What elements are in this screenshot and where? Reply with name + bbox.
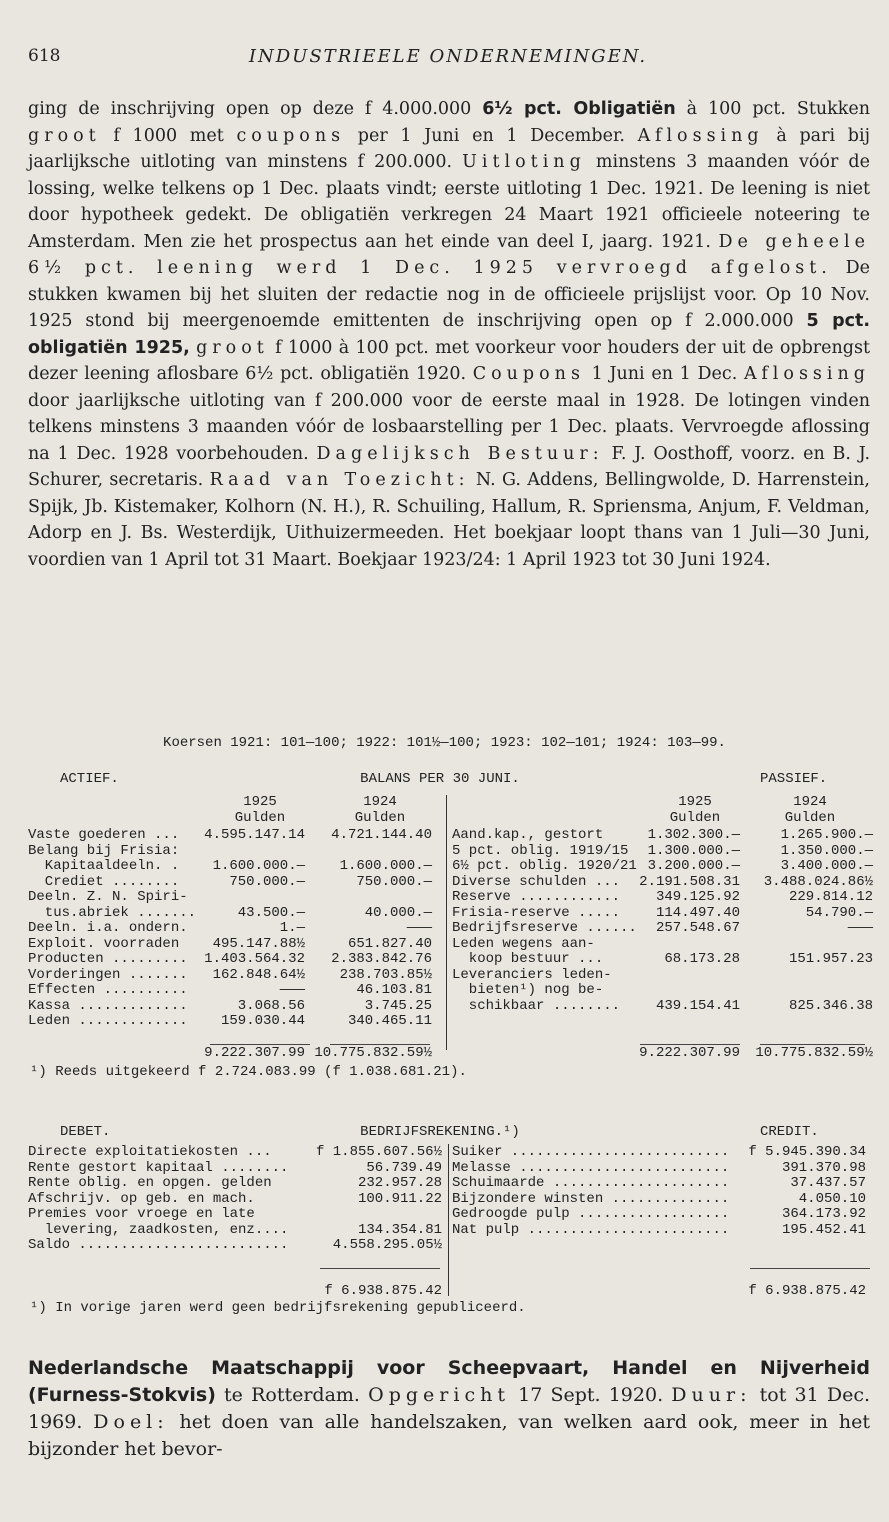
year-1924: 1924 xyxy=(363,794,397,810)
balans-title: BALANS PER 30 JUNI. xyxy=(360,771,520,787)
row-label: Aand.kap., gestort xyxy=(452,828,604,843)
sum-rule xyxy=(320,1268,440,1269)
row-label: Effecten .......... xyxy=(28,983,188,998)
row-value: 3.400.000.— xyxy=(780,858,873,874)
total-actief-1924: 10.775.832.59½ xyxy=(314,1045,432,1061)
row-label: tus.abriek ....... xyxy=(28,905,197,921)
row-value: 4.595.147.14 xyxy=(204,827,305,843)
row-label: Leveranciers leden- xyxy=(452,967,612,983)
row-value: 825.346.38 xyxy=(788,997,873,1014)
row-label: Belang bij Frisia: xyxy=(28,843,180,859)
text-bold: 6½ pct. Obligatiën xyxy=(482,99,676,119)
text-spaced: Uitloting xyxy=(462,152,586,172)
row-value: 238.703.85½ xyxy=(339,966,432,983)
row-label: Deeln. Z. N. Spiri- xyxy=(28,890,188,905)
row-label: Deeln. i.a. ondern. xyxy=(28,921,188,936)
row-label: Kapitaaldeeln. . xyxy=(28,859,180,874)
row-label: Producten ......... xyxy=(28,952,188,967)
row-value: 1.403.564.32 xyxy=(204,951,305,967)
text-spaced: Duur: xyxy=(671,1384,752,1406)
text-spaced: Aflossing xyxy=(637,125,764,146)
row-label: Leden ............. xyxy=(28,1014,188,1029)
unit-gulden: Gulden xyxy=(669,810,721,826)
total-passief-1924: 10.775.832.59½ xyxy=(755,1045,873,1061)
row-label: Vaste goederen ... xyxy=(28,828,180,843)
row-label: Frisia-reserve ..... xyxy=(452,905,621,921)
row-label: Vorderingen ....... xyxy=(28,967,188,983)
column-divider xyxy=(446,795,447,1050)
row-value: 3.200.000.— xyxy=(647,858,740,874)
row-value: f 5.945.390.34 xyxy=(748,1144,866,1160)
text-spaced: coupons xyxy=(236,125,346,146)
row-value: 1.600.000.— xyxy=(339,858,432,874)
unit-gulden: Gulden xyxy=(354,810,406,826)
sum-rule xyxy=(750,1268,870,1269)
text: f 1000 à 100 pct. met voorkeur voor houders der uit de opbrengst dezer leening aflosbare 6½ pct. obligatiën 1920. xyxy=(28,337,870,384)
row-value: 37.437.57 xyxy=(790,1175,866,1191)
row-label: Diverse schulden ... xyxy=(452,874,621,890)
row-value: 750.000.— xyxy=(356,873,432,890)
text-spaced: Coupons xyxy=(472,364,585,384)
row-label: Suiker .......................... xyxy=(452,1145,730,1160)
row-label: levering, zaadkosten, enz.... xyxy=(28,1222,289,1238)
row-label: Afschrijv. op geb. en mach. xyxy=(28,1191,255,1207)
text-spaced: Dagelijksch Bestuur: xyxy=(316,443,604,464)
row-label: Rente oblig. en opgen. gelden xyxy=(28,1176,272,1191)
row-label: schikbaar ........ xyxy=(452,998,621,1014)
text-spaced: De geheele 6½ pct. leening werd 1 Dec. 1925 vervroegd afgelost. xyxy=(28,231,870,278)
passief-title: PASSIEF. xyxy=(760,771,828,787)
row-value: 114.497.40 xyxy=(655,904,740,921)
koersen-line: Koersen 1921: 101—100; 1922: 101½—100; 1923: 102—101; 1924: 103—99. xyxy=(163,735,726,751)
total-debet: f 6.938.875.42 xyxy=(324,1283,442,1299)
text: het doen van alle handelszaken, van welken aard ook, meer in het bijzonder het bevor- xyxy=(28,1411,870,1460)
row-value: f 1.855.607.56½ xyxy=(315,1144,442,1160)
text-spaced: Doel: xyxy=(93,1411,169,1433)
row-label: bieten¹) nog be- xyxy=(452,983,604,998)
text: tot 31 Dec. 1969. xyxy=(28,1384,871,1433)
row-value: 2.191.508.31 xyxy=(639,873,740,890)
row-value: 1.265.900.— xyxy=(780,827,873,843)
row-value: 3.488.024.86½ xyxy=(763,873,873,890)
intro-paragraph xyxy=(28,96,870,573)
total-credit: f 6.938.875.42 xyxy=(748,1283,866,1299)
company-entry xyxy=(28,1355,870,1463)
row-value: 349.125.92 xyxy=(655,889,740,905)
row-label: Melasse ......................... xyxy=(452,1160,730,1176)
row-label: Schuimaarde ..................... xyxy=(452,1176,730,1191)
text: door jaarlijksche uitloting van f 200.000 voor de eerste maal in 1928. De lotingen vinden telkens minstens 3 maanden vóór de losbaarstelling per 1 Dec. plaats. Vervroegde aflossing na 1 Dec. 1928 voorbehouden. xyxy=(28,390,870,464)
row-value: ——— xyxy=(279,982,305,998)
text: 17 Sept. 1920. xyxy=(509,1384,672,1406)
row-value: 4.050.10 xyxy=(798,1190,866,1207)
row-value: 54.790.— xyxy=(805,904,873,921)
balans-footnote: ¹) Reeds uitgekeerd f 2.724.083.99 (f 1.038.681.21). xyxy=(30,1064,467,1080)
year-1924: 1924 xyxy=(793,794,827,810)
row-value: 3.745.25 xyxy=(364,997,432,1014)
row-value: 1.302.300.— xyxy=(647,827,740,843)
page-number: 618 xyxy=(28,46,61,66)
row-label: Bedrijfsreserve ...... xyxy=(452,921,637,936)
actief-title: ACTIEF. xyxy=(60,771,119,787)
row-value: 257.548.67 xyxy=(655,920,740,936)
row-value: 40.000.— xyxy=(364,904,432,921)
text: minstens 3 maanden vóór de lossing, welke telkens op 1 Dec. plaats vindt; eerste uitloting 1 Dec. 1921. De leening is niet door hypotheek gedekt. De obligatiën verkregen 24 Maart 1921 officieele noteering te Amsterdam. Men zie het prospectus aan het einde van deel I, jaarg. 1921. xyxy=(28,152,870,252)
column-divider xyxy=(448,1144,449,1296)
text-bold: 5 pct. obligatiën 1925, xyxy=(28,311,870,358)
row-value: 651.827.40 xyxy=(347,935,432,952)
credit-title: CREDIT. xyxy=(760,1124,819,1140)
row-label: Kassa ............. xyxy=(28,998,188,1014)
row-label: Exploit. voorraden xyxy=(28,936,180,952)
row-label: Leden wegens aan- xyxy=(452,936,595,952)
page-header xyxy=(28,46,868,72)
text: De stukken kwamen bij het sluiten der redactie nog in de officieele prijslijst voor. Op 10 Nov. 1925 stond bij meergenoemde emittenten de inschrijving open op f 2.000.000 xyxy=(28,258,870,331)
text: per 1 Juni en 1 December. xyxy=(345,125,638,146)
row-value: 229.814.12 xyxy=(788,889,873,905)
row-label: Directe exploitatiekosten ... xyxy=(28,1145,272,1160)
row-value: 232.957.28 xyxy=(357,1175,442,1191)
text: ging de inschrijving open op deze f 4.000.000 xyxy=(28,99,483,119)
row-value: 162.848.64½ xyxy=(212,966,305,983)
row-value: 134.354.81 xyxy=(357,1221,442,1238)
text-spaced: groot xyxy=(196,337,269,358)
text-spaced: Opgericht xyxy=(368,1384,510,1406)
row-value: 56.739.49 xyxy=(366,1159,442,1176)
row-value: 43.500.— xyxy=(237,904,305,921)
row-label: Bijzondere winsten .............. xyxy=(452,1191,730,1207)
text: f 1000 met xyxy=(100,125,237,146)
row-label: Gedroogde pulp .................. xyxy=(452,1207,730,1222)
row-value: 4.721.144.40 xyxy=(331,827,432,843)
row-label: Premies voor vroege en late xyxy=(28,1207,255,1222)
text-spaced: Raad van Toezicht: xyxy=(209,470,470,490)
year-1925: 1925 xyxy=(678,794,712,810)
year-1925: 1925 xyxy=(243,794,277,810)
row-label: 5 pct. oblig. 1919/15 xyxy=(452,843,629,859)
row-value: 159.030.44 xyxy=(220,1013,305,1029)
debet-title: DEBET. xyxy=(60,1124,111,1140)
row-label: Rente gestort kapitaal ........ xyxy=(28,1160,289,1176)
row-label: Nat pulp ........................ xyxy=(452,1222,730,1238)
row-label: koop bestuur ... xyxy=(452,952,604,967)
total-actief-1925: 9.222.307.99 xyxy=(204,1045,305,1061)
bedrijfsrekening-title: BEDRIJFSREKENING.¹) xyxy=(360,1124,520,1140)
text: te Rotterdam. xyxy=(215,1384,369,1406)
row-value: 100.911.22 xyxy=(357,1190,442,1207)
text: F. J. Oosthoff, voorz. en B. J. Schurer, secretaris. xyxy=(28,443,871,490)
company-name: Nederlandsche Maatschappij voor Scheepvaart, Handel en Nijverheid (Furness-Stokvis) xyxy=(28,1357,870,1406)
row-value: 1.— xyxy=(279,920,305,936)
row-label: Saldo ......................... xyxy=(28,1238,289,1253)
row-value: 495.147.88½ xyxy=(212,935,305,952)
row-value: 1.300.000.— xyxy=(647,842,740,859)
row-value: 151.957.23 xyxy=(788,951,873,967)
row-value: 391.370.98 xyxy=(781,1159,866,1176)
row-value: ——— xyxy=(406,920,432,936)
row-value: 439.154.41 xyxy=(655,997,740,1014)
row-value: 4.558.295.05½ xyxy=(332,1237,442,1253)
total-passief-1925: 9.222.307.99 xyxy=(639,1045,740,1061)
unit-gulden: Gulden xyxy=(234,810,286,826)
row-value: 3.068.56 xyxy=(237,997,305,1014)
text: à pari bij jaarlijksche uitloting van minstens f 200.000. xyxy=(28,125,870,172)
bedrijf-footnote: ¹) In vorige jaren werd geen bedrijfsrekening gepubliceerd. xyxy=(30,1300,526,1316)
text-spaced: Aflossing xyxy=(744,364,870,384)
text-spaced: groot xyxy=(28,125,101,146)
row-value: 750.000.— xyxy=(229,873,305,890)
row-value: 46.103.81 xyxy=(356,982,432,998)
row-value: 1.350.000.— xyxy=(780,842,873,859)
row-value: 1.600.000.— xyxy=(212,858,305,874)
row-label: Crediet ........ xyxy=(28,874,180,890)
running-title: INDUSTRIEELE ONDERNEMINGEN. xyxy=(248,46,648,67)
unit-gulden: Gulden xyxy=(784,810,836,826)
row-value: 340.465.11 xyxy=(347,1013,432,1029)
row-value: 68.173.28 xyxy=(664,951,740,967)
text: N. G. Addens, Bellingwolde, D. Harrenstein, Spijk, Jb. Kistemaker, Kolhorn (N. H.), R. Schuiling, Hallum, R. Spriensma, Anjum, F. Veldman, Adorp en J. Bs. Westerdijk, Uithuizermeeden. Het boekjaar loopt thans van 1 Juli—30 Juni, voordien van 1 April tot 31 Maart. Boekjaar 1923/24: 1 April 1923 tot 30 Juni 1924. xyxy=(28,470,870,570)
text: 1 Juni en 1 Dec. xyxy=(584,364,744,384)
row-value: 2.383.842.76 xyxy=(331,951,432,967)
row-label: Reserve ............ xyxy=(452,890,621,905)
row-value: ——— xyxy=(847,920,873,936)
row-value: 195.452.41 xyxy=(781,1221,866,1238)
text: à 100 pct. Stukken xyxy=(675,99,870,119)
row-label: 6½ pct. oblig. 1920/21 xyxy=(452,859,637,874)
row-value: 364.173.92 xyxy=(781,1206,866,1222)
